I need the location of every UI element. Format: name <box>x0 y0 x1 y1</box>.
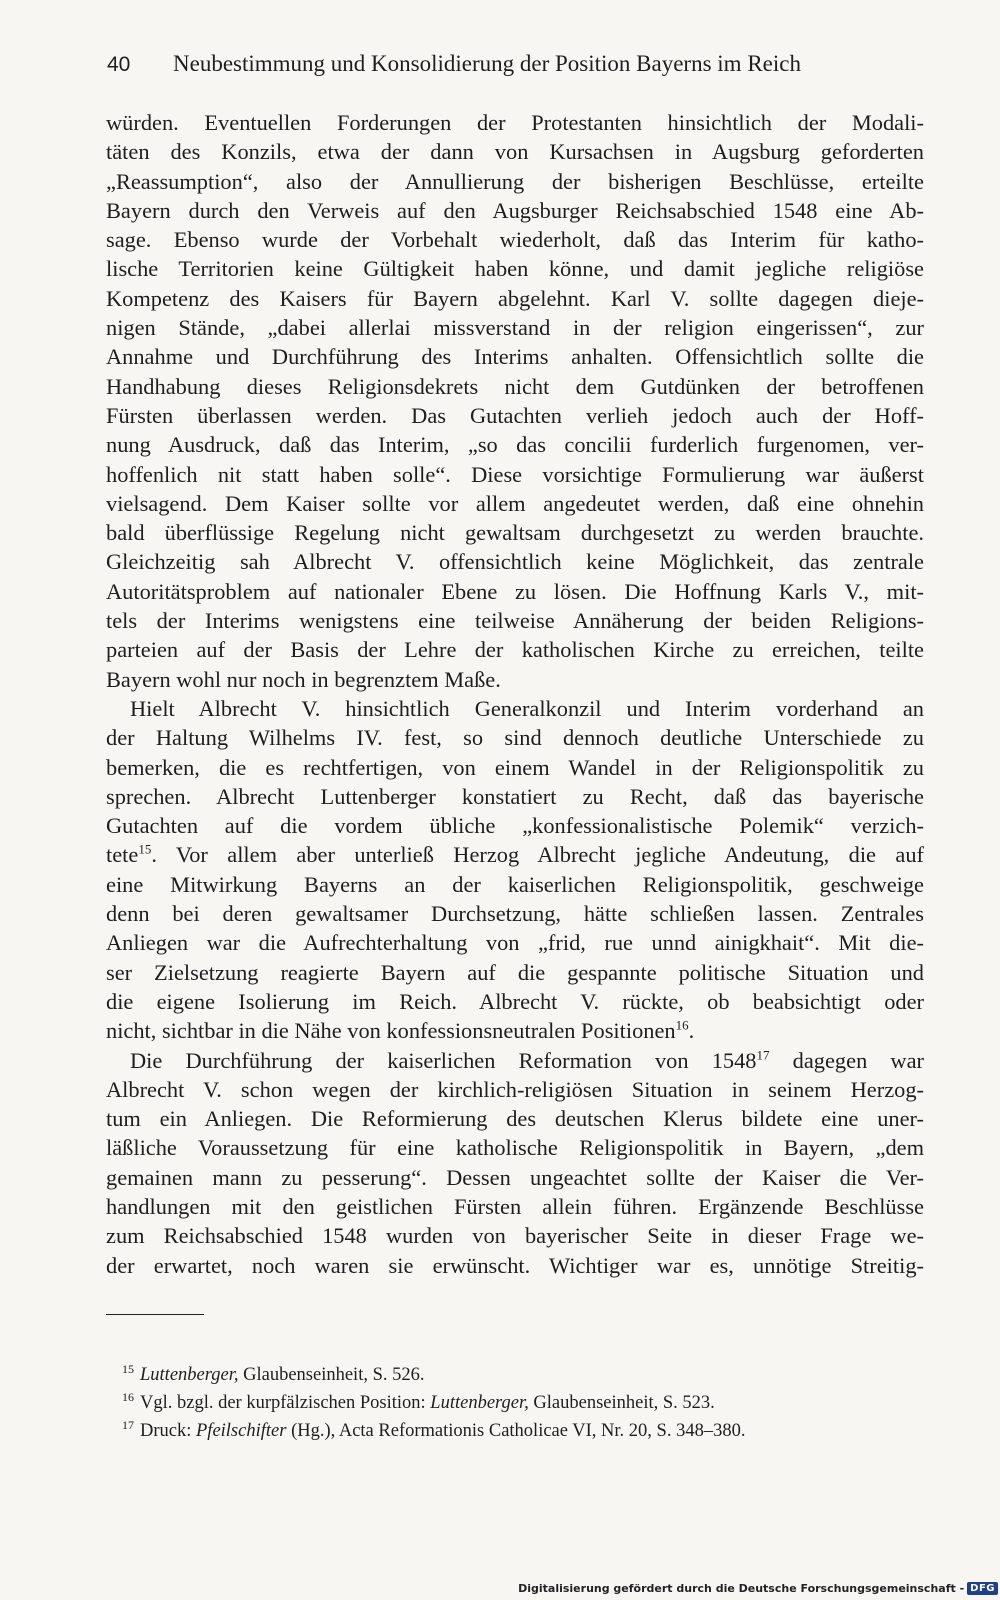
credit-text: Digitalisierung gefördert durch die Deutsche Forschungsgemeinschaft - <box>518 1581 965 1595</box>
footnote-text: (Hg.), Acta Reformationis Catholicae VI, Nr. 20, S. 348–380. <box>286 1421 746 1442</box>
text-line-fn17 <box>106 1046 924 1075</box>
text-line: nung Ausdruck, daß das Interim, „so das concilii furderlich furgenomen, ver- <box>106 432 924 458</box>
text-line: täten des Konzils, etwa der dann von Kursachsen in Augsburg geforderten <box>106 139 924 165</box>
text-line: der erwartet, noch waren sie erwünscht. Wichtiger war es, unnötige Streitig- <box>106 1252 924 1278</box>
text-segment: . <box>688 1018 695 1044</box>
text-line: vielsagend. Dem Kaiser sollte vor allem angedeutet werden, daß eine ohnehin <box>106 490 924 516</box>
text-segment: . Vor allem aber unterließ Herzog Albrecht jegliche Andeutung, die auf <box>151 842 924 868</box>
text-line: zum Reichsabschied 1548 wurden von bayerischer Seite in dieser Frage we- <box>106 1223 924 1249</box>
footnote-17 <box>122 1411 922 1442</box>
footnote-ref-16[interactable]: 16 <box>675 1017 689 1033</box>
text-line: Annahme und Durchführung des Interims anhalten. Offensichtlich sollte die <box>106 344 924 370</box>
text-line: ser Zielsetzung reagierte Bayern auf die gespannte politische Situation und <box>106 959 924 985</box>
text-line-fn16 <box>106 1016 924 1045</box>
text-line: würden. Eventuellen Forderungen der Protestanten hinsichtlich der Modali- <box>106 110 924 135</box>
text-line: denn bei deren gewaltsamer Durchsetzung, hätte schließen lassen. Zentrales <box>106 901 924 927</box>
text-line: parteien auf der Basis der Lehre der katholischen Kirche zu erreichen, teilte <box>106 637 924 663</box>
footnote-author: Pfeilschifter <box>196 1421 287 1442</box>
text-line: Gleichzeitig sah Albrecht V. offensichtlich keine Möglichkeit, das zentrale <box>106 549 924 575</box>
text-line: bemerken, die es rechtfertigen, von einem Wandel in der Religionspolitik zu <box>106 754 924 780</box>
text-line: Kompetenz des Kaisers für Bayern abgelehnt. Karl V. sollte dagegen dieje- <box>106 285 924 311</box>
footnote-author: Luttenberger, <box>140 1365 239 1386</box>
footnote-author: Luttenberger, <box>430 1393 529 1414</box>
main-text <box>106 108 924 1280</box>
footnote-number: 17 <box>122 1418 134 1432</box>
text-line: eine Mitwirkung Bayerns an der kaiserlichen Religionspolitik, geschweige <box>106 871 924 897</box>
footnote-15 <box>122 1355 922 1386</box>
footnote-ref-17[interactable]: 17 <box>756 1047 770 1063</box>
footnote-number: 16 <box>122 1390 134 1404</box>
text-line: Gutachten auf die vordem übliche „konfessionalistische Polemik“ verzich- <box>106 813 924 839</box>
footnotes <box>122 1355 922 1442</box>
running-title: Neubestimmung und Konsolidierung der Position Bayerns im Reich <box>173 51 801 76</box>
text-line: gemainen mann zu pesserung“. Dessen ungeachtet sollte der Kaiser die Ver- <box>106 1164 924 1190</box>
footnote-text: Vgl. bzgl. der kurpfälzischen Position: <box>140 1393 431 1414</box>
text-line: lische Territorien keine Gültigkeit haben könne, und damit jegliche religiöse <box>106 256 924 282</box>
text-line: Bayern wohl nur noch in begrenztem Maße. <box>106 666 501 692</box>
text-line: sage. Ebenso wurde der Vorbehalt wiederholt, daß das Interim für katho- <box>106 227 924 253</box>
footnote-number: 15 <box>122 1362 134 1376</box>
text-segment: nicht, sichtbar in die Nähe von konfessionsneutralen Positionen <box>106 1018 676 1044</box>
text-line: läßliche Voraussetzung für eine katholische Religionspolitik in Bayern, „dem <box>106 1135 924 1161</box>
text-line: Albrecht V. schon wegen der kirchlich-religiösen Situation in seinem Herzog- <box>106 1076 924 1102</box>
text-line: Anliegen war die Aufrechterhaltung von „frid, rue unnd ainigkhait“. Mit die- <box>106 930 924 956</box>
text-line: Autoritätsproblem auf nationaler Ebene zu lösen. Die Hoffnung Karls V., mit- <box>106 578 924 604</box>
text-line: Fürsten überlassen werden. Das Gutachten verlieh jedoch auch der Hoff- <box>106 402 924 428</box>
footnote-text: Glaubenseinheit, S. 526. <box>238 1365 425 1386</box>
text-line: Hielt Albrecht V. hinsichtlich Generalkonzil und Interim vorderhand an <box>130 695 924 721</box>
footnote-ref-15[interactable]: 15 <box>138 841 152 857</box>
text-line: handlungen mit den geistlichen Fürsten allein führen. Ergänzende Beschlüsse <box>106 1193 924 1219</box>
text-segment: Die Durchführung der kaiserlichen Reformation von 1548 <box>130 1047 757 1073</box>
footnote-16 <box>122 1383 922 1414</box>
text-segment: tete <box>106 842 139 868</box>
digitization-credit <box>518 1578 998 1598</box>
text-line: hoffenlich nit statt haben solle“. Diese vorsichtige Formulierung war äußerst <box>106 461 924 487</box>
text-line: die eigene Isolierung im Reich. Albrecht V. rückte, ob beabsichtigt oder <box>106 988 924 1014</box>
text-line: tels der Interims wenigstens eine teilweise Annäherung der beiden Religions- <box>106 608 924 634</box>
text-line: tum ein Anliegen. Die Reformierung des deutschen Klerus bildete eine uner- <box>106 1106 924 1132</box>
footnote-rule <box>106 1314 204 1315</box>
text-line: Bayern durch den Verweis auf den Augsburger Reichsabschied 1548 eine Ab- <box>106 197 924 223</box>
footnote-text: Druck: <box>140 1421 196 1442</box>
page-number: 40 <box>107 53 131 76</box>
running-header <box>107 50 857 79</box>
footnote-text: Glaubenseinheit, S. 523. <box>528 1393 715 1414</box>
text-line: „Reassumption“, also der Annullierung der bisherigen Beschlüsse, erteilte <box>106 168 924 194</box>
text-line: der Haltung Wilhelms IV. fest, so sind dennoch deutliche Unterschiede zu <box>106 725 924 751</box>
text-line: Handhabung dieses Religionsdekrets nicht dem Gutdünken der betroffenen <box>106 373 924 399</box>
text-line: sprechen. Albrecht Luttenberger konstatiert zu Recht, daß das bayerische <box>106 783 924 809</box>
dfg-logo: DFG <box>967 1582 998 1595</box>
text-segment: dagegen war <box>769 1047 924 1073</box>
text-line: nigen Stände, „dabei allerlai missverstand in der religion eingerissen“, zur <box>106 315 924 341</box>
text-line: bald überflüssige Regelung nicht gewaltsam durchgesetzt zu werden brauchte. <box>106 520 924 546</box>
text-line-fn15 <box>106 840 924 869</box>
